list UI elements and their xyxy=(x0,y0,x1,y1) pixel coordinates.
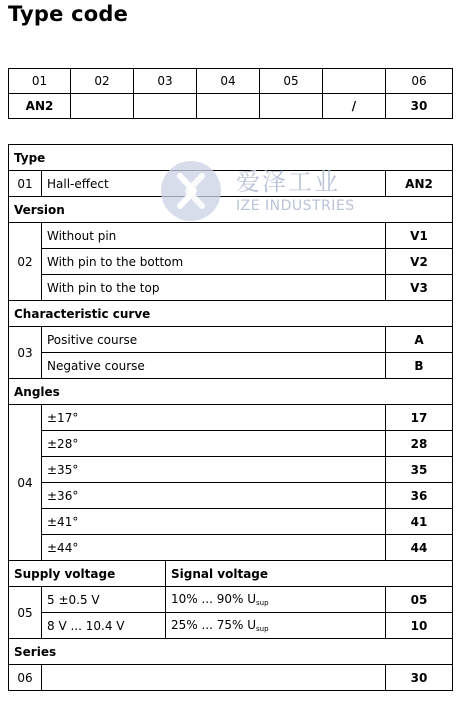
table-row xyxy=(9,509,453,535)
code-col-01: 01 xyxy=(9,69,71,94)
table-row xyxy=(9,613,453,639)
table-row xyxy=(9,431,453,457)
page-title: Type code xyxy=(8,2,129,26)
code-val-05 xyxy=(260,94,323,119)
table-row xyxy=(9,249,453,275)
code-val-06: 30 xyxy=(386,94,453,119)
code-val-03 xyxy=(134,94,197,119)
code-val-04 xyxy=(197,94,260,119)
row-code: AN2 xyxy=(386,171,453,197)
table-row xyxy=(9,665,453,691)
type-code-table xyxy=(8,68,453,119)
row-code: V2 xyxy=(386,249,453,275)
row-label: ±41° xyxy=(42,509,386,535)
row-code: 35 xyxy=(386,457,453,483)
row-code: 44 xyxy=(386,535,453,561)
section-heading-signal-voltage: Signal voltage xyxy=(166,561,453,587)
code-val-separator: / xyxy=(323,94,386,119)
table-row xyxy=(9,275,453,301)
section-number: 04 xyxy=(9,405,42,561)
row-label: ±36° xyxy=(42,483,386,509)
signal-value: 10% ... 90% $U_{sup}$ xyxy=(166,587,386,613)
row-code: V1 xyxy=(386,223,453,249)
code-col-06: 06 xyxy=(386,69,453,94)
table-row xyxy=(9,327,453,353)
row-code: 05 xyxy=(386,587,453,613)
row-code: 28 xyxy=(386,431,453,457)
code-col-separator xyxy=(323,69,386,94)
code-table-value-row xyxy=(9,94,453,119)
table-row xyxy=(9,483,453,509)
row-label: ±35° xyxy=(42,457,386,483)
table-row xyxy=(9,223,453,249)
watermark-cn-text: 爱泽工业 xyxy=(236,168,340,196)
section-heading-angles: Angles xyxy=(9,379,453,405)
watermark-en-text: IZE INDUSTRIES xyxy=(236,198,355,214)
row-label: ±28° xyxy=(42,431,386,457)
section-heading-version: Version xyxy=(9,197,453,223)
row-code: 10 xyxy=(386,613,453,639)
section-number: 01 xyxy=(9,171,42,197)
section-number: 05 xyxy=(9,587,42,639)
code-col-03: 03 xyxy=(134,69,197,94)
code-col-04: 04 xyxy=(197,69,260,94)
table-row xyxy=(9,171,453,197)
section-number: 03 xyxy=(9,327,42,379)
code-col-02: 02 xyxy=(71,69,134,94)
row-label: With pin to the bottom xyxy=(42,249,386,275)
section-number: 06 xyxy=(9,665,42,691)
table-row xyxy=(9,405,453,431)
row-code: A xyxy=(386,327,453,353)
row-label: With pin to the top xyxy=(42,275,386,301)
code-val-02 xyxy=(71,94,134,119)
code-col-05: 05 xyxy=(260,69,323,94)
row-code: 41 xyxy=(386,509,453,535)
table-row xyxy=(9,587,453,613)
code-val-01: AN2 xyxy=(9,94,71,119)
section-heading-series: Series xyxy=(9,639,453,665)
section-heading-type: Type xyxy=(9,145,453,171)
row-label: Negative course xyxy=(42,353,386,379)
type-code-description-table xyxy=(8,144,453,691)
signal-value: 25% ... 75% $U_{sup}$ xyxy=(166,613,386,639)
row-code: 36 xyxy=(386,483,453,509)
table-row xyxy=(9,457,453,483)
section-number: 02 xyxy=(9,223,42,301)
supply-value: 8 V ... 10.4 V xyxy=(42,613,166,639)
row-code: V3 xyxy=(386,275,453,301)
table-row xyxy=(9,353,453,379)
row-label: Without pin xyxy=(42,223,386,249)
section-heading-supply-voltage: Supply voltage xyxy=(9,561,166,587)
row-label: Positive course xyxy=(42,327,386,353)
section-heading-curve: Characteristic curve xyxy=(9,301,453,327)
row-label xyxy=(42,665,386,691)
supply-value: 5 ±0.5 V xyxy=(42,587,166,613)
row-code: 17 xyxy=(386,405,453,431)
row-label: Hall-effect xyxy=(42,171,386,197)
table-row xyxy=(9,535,453,561)
row-code: B xyxy=(386,353,453,379)
row-label: ±17° xyxy=(42,405,386,431)
row-label: ±44° xyxy=(42,535,386,561)
row-code: 30 xyxy=(386,665,453,691)
code-table-header-row xyxy=(9,69,453,94)
